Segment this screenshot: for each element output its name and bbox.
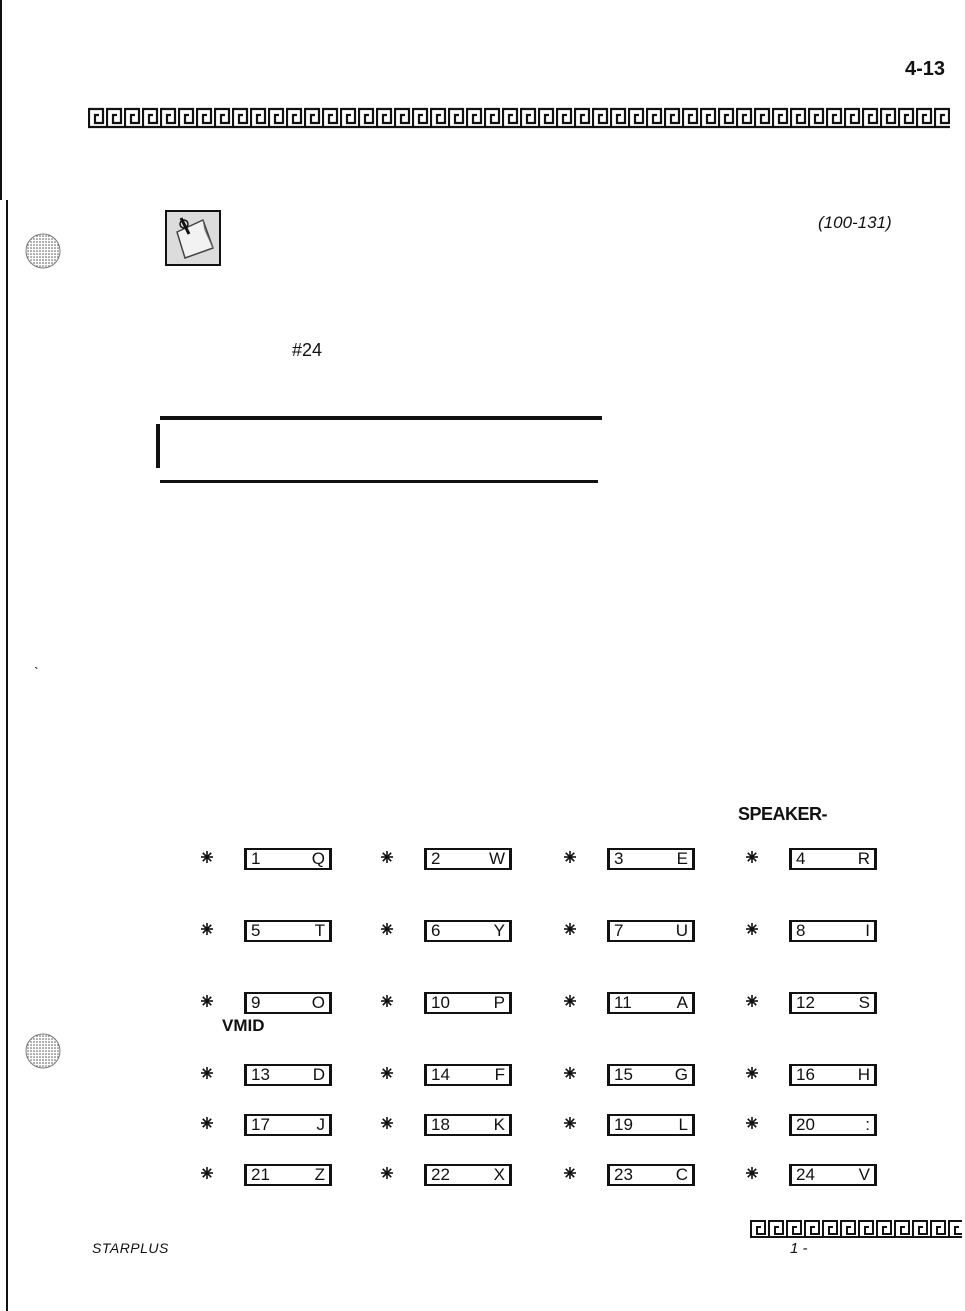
led-indicator-icon bbox=[380, 1116, 394, 1130]
key-letter: G bbox=[674, 1065, 688, 1084]
note-box-bottom-rule bbox=[160, 480, 598, 483]
key-label-box bbox=[789, 920, 877, 942]
key-number: 6 bbox=[431, 921, 441, 940]
key-label-box bbox=[607, 848, 695, 870]
led-indicator-icon bbox=[563, 994, 577, 1008]
key-8 bbox=[745, 920, 905, 946]
key-18 bbox=[380, 1114, 540, 1140]
led-indicator-icon bbox=[380, 1066, 394, 1080]
key-letter: K bbox=[493, 1115, 505, 1134]
key-letter: A bbox=[676, 993, 688, 1012]
key-number: 13 bbox=[251, 1065, 270, 1084]
key-number: 15 bbox=[614, 1065, 633, 1084]
key-12 bbox=[745, 992, 905, 1018]
key-letter: X bbox=[493, 1165, 505, 1184]
led-indicator-icon bbox=[745, 1166, 759, 1180]
page-number: 4-13 bbox=[905, 58, 946, 80]
key-label-box bbox=[424, 1164, 512, 1186]
key-4 bbox=[745, 848, 905, 874]
footer-page-ref: 1 - bbox=[790, 1240, 808, 1257]
key-number: 1 bbox=[251, 849, 261, 868]
key-label-box bbox=[789, 992, 877, 1014]
led-indicator-icon bbox=[745, 922, 759, 936]
key-letter: I bbox=[865, 921, 870, 940]
key-label-box bbox=[607, 1064, 695, 1086]
globe-icon bbox=[24, 1032, 62, 1070]
key-letter: : bbox=[865, 1115, 870, 1134]
key-letter: T bbox=[314, 921, 325, 940]
led-indicator-icon bbox=[200, 994, 214, 1008]
key-label-box bbox=[244, 848, 332, 870]
greek-key-border-bottom bbox=[750, 1217, 962, 1239]
key-letter: U bbox=[675, 921, 688, 940]
key-11 bbox=[563, 992, 723, 1018]
key-label-box bbox=[789, 1064, 877, 1086]
key-number: 18 bbox=[431, 1115, 450, 1134]
key-number: 11 bbox=[614, 993, 632, 1012]
key-label-box bbox=[607, 992, 695, 1014]
globe-icon bbox=[24, 232, 62, 270]
key-number: 14 bbox=[431, 1065, 450, 1084]
key-17 bbox=[200, 1114, 360, 1140]
key-label-box bbox=[789, 1164, 877, 1186]
led-indicator-icon bbox=[745, 1116, 759, 1130]
key-number: 12 bbox=[796, 993, 815, 1012]
note-box-top-rule bbox=[160, 416, 602, 420]
key-letter: L bbox=[678, 1115, 688, 1134]
document-code: (100-131) bbox=[818, 213, 892, 232]
key-24 bbox=[745, 1164, 905, 1190]
margin-rule-top bbox=[0, 0, 2, 200]
led-indicator-icon bbox=[563, 1116, 577, 1130]
key-letter: V bbox=[858, 1165, 870, 1184]
key-number: 16 bbox=[796, 1065, 815, 1084]
key-5 bbox=[200, 920, 360, 946]
key-label-box bbox=[244, 1114, 332, 1136]
key-number: 24 bbox=[796, 1165, 815, 1184]
key-label-box bbox=[424, 992, 512, 1014]
key-label-box bbox=[244, 920, 332, 942]
key-letter: R bbox=[857, 849, 870, 868]
margin-rule bbox=[6, 200, 8, 1311]
key-number: 10 bbox=[431, 993, 450, 1012]
key-label-box bbox=[424, 1064, 512, 1086]
key-letter: D bbox=[312, 1065, 325, 1084]
key-label-box bbox=[789, 1114, 877, 1136]
key-number: 19 bbox=[614, 1115, 633, 1134]
led-indicator-icon bbox=[380, 850, 394, 864]
key-letter: P bbox=[493, 993, 505, 1012]
key-label-box bbox=[424, 1114, 512, 1136]
led-indicator-icon bbox=[563, 1166, 577, 1180]
led-indicator-icon bbox=[200, 1166, 214, 1180]
key-number: 21 bbox=[251, 1165, 270, 1184]
key-7 bbox=[563, 920, 723, 946]
vmid-label: VMID bbox=[222, 1016, 265, 1035]
key-number: 22 bbox=[431, 1165, 450, 1184]
key-letter: W bbox=[488, 849, 505, 868]
hash-code: #24 bbox=[292, 340, 323, 360]
key-3 bbox=[563, 848, 723, 874]
key-9 bbox=[200, 992, 360, 1018]
key-label-box bbox=[607, 1114, 695, 1136]
key-19 bbox=[563, 1114, 723, 1140]
key-letter: E bbox=[676, 849, 688, 868]
key-number: 3 bbox=[614, 849, 624, 868]
key-23 bbox=[563, 1164, 723, 1190]
key-2 bbox=[380, 848, 540, 874]
key-letter: Z bbox=[314, 1165, 325, 1184]
led-indicator-icon bbox=[745, 1066, 759, 1080]
key-letter: C bbox=[675, 1165, 688, 1184]
key-15 bbox=[563, 1064, 723, 1090]
speaker-label: SPEAKER- bbox=[738, 804, 828, 824]
key-number: 17 bbox=[251, 1115, 270, 1134]
key-21 bbox=[200, 1164, 360, 1190]
key-label-box bbox=[424, 848, 512, 870]
key-label-box bbox=[607, 1164, 695, 1186]
key-20 bbox=[745, 1114, 905, 1140]
key-13 bbox=[200, 1064, 360, 1090]
key-label-box bbox=[789, 848, 877, 870]
key-10 bbox=[380, 992, 540, 1018]
key-number: 2 bbox=[431, 849, 441, 868]
key-number: 20 bbox=[796, 1115, 815, 1134]
key-label-box bbox=[607, 920, 695, 942]
led-indicator-icon bbox=[380, 994, 394, 1008]
key-letter: Q bbox=[311, 849, 325, 868]
greek-key-border-top bbox=[88, 103, 950, 129]
key-14 bbox=[380, 1064, 540, 1090]
key-number: 4 bbox=[796, 849, 806, 868]
key-letter: S bbox=[858, 993, 870, 1012]
key-letter: O bbox=[311, 993, 325, 1012]
led-indicator-icon bbox=[200, 850, 214, 864]
led-indicator-icon bbox=[563, 1066, 577, 1080]
key-label-box bbox=[424, 920, 512, 942]
led-indicator-icon bbox=[745, 850, 759, 864]
led-indicator-icon bbox=[200, 922, 214, 936]
key-label-box bbox=[244, 992, 332, 1014]
key-16 bbox=[745, 1064, 905, 1090]
footer-product-name: STARPLUS bbox=[92, 1240, 169, 1256]
key-letter: F bbox=[494, 1065, 505, 1084]
note-box-left-rule bbox=[156, 424, 160, 468]
key-number: 8 bbox=[796, 921, 806, 940]
key-6 bbox=[380, 920, 540, 946]
key-label-box bbox=[244, 1064, 332, 1086]
note-icon bbox=[165, 210, 221, 266]
key-number: 23 bbox=[614, 1165, 633, 1184]
stray-mark: ` bbox=[34, 664, 39, 680]
key-letter: H bbox=[857, 1065, 870, 1084]
key-letter: Y bbox=[493, 921, 505, 940]
key-number: 9 bbox=[251, 993, 261, 1012]
led-indicator-icon bbox=[200, 1066, 214, 1080]
led-indicator-icon bbox=[563, 922, 577, 936]
key-1 bbox=[200, 848, 360, 874]
led-indicator-icon bbox=[200, 1116, 214, 1130]
led-indicator-icon bbox=[745, 994, 759, 1008]
key-22 bbox=[380, 1164, 540, 1190]
led-indicator-icon bbox=[380, 1166, 394, 1180]
key-number: 5 bbox=[251, 921, 261, 940]
key-label-box bbox=[244, 1164, 332, 1186]
key-letter: J bbox=[316, 1115, 325, 1134]
led-indicator-icon bbox=[380, 922, 394, 936]
led-indicator-icon bbox=[563, 850, 577, 864]
key-number: 7 bbox=[614, 921, 624, 940]
